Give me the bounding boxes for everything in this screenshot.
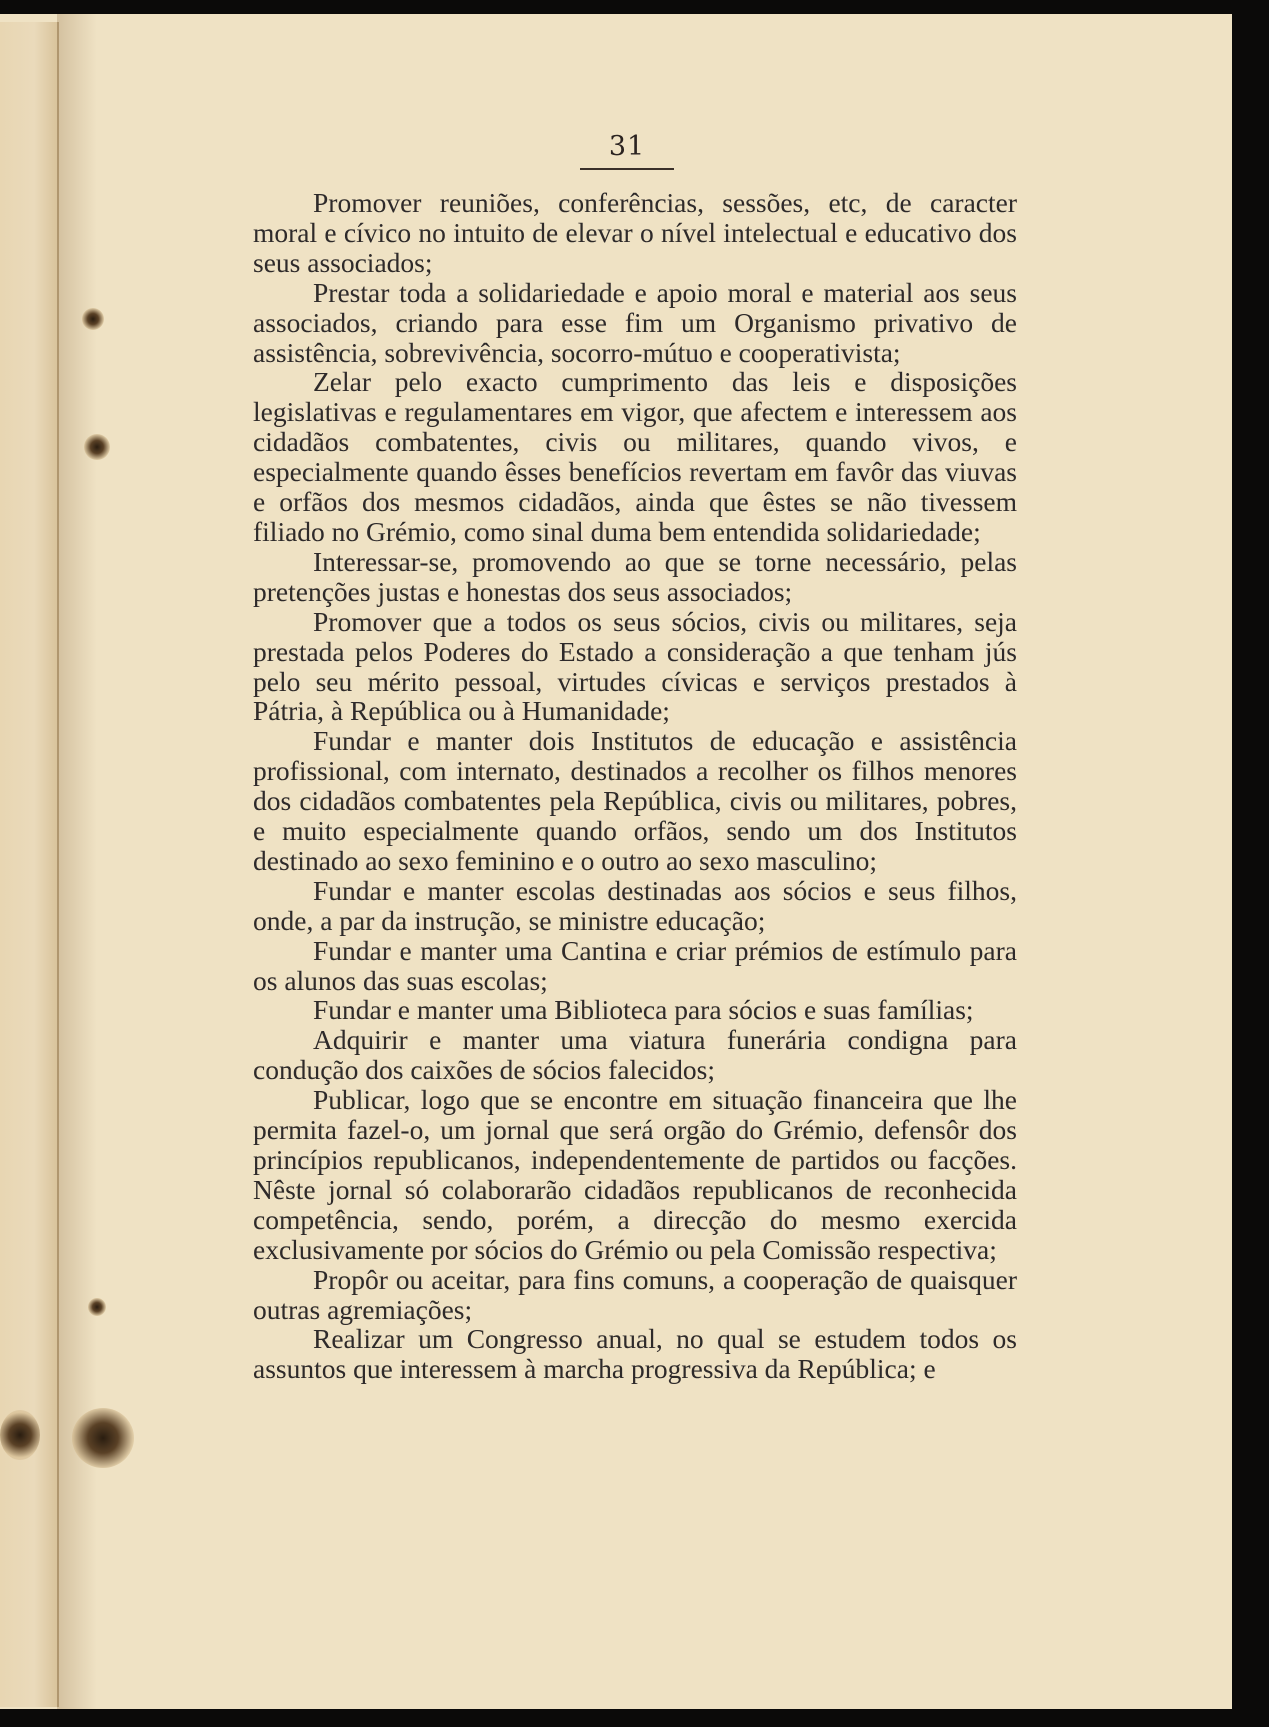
page-number: 31 — [608, 131, 646, 162]
paragraph: Zelar pelo exacto cumprimento das leis e disposições legislativas e regulamentares em vigor, que afectem e interessem aos cidadãos combatentes, civis ou militares, quando vivos, e especialmente quando êsses benefícios revertam em favôr das viuvas e orfãos dos mesmos cidadãos, ainda que êstes se não tivessem filiado no Grémio, como sinal duma bem entendida solidariedade; — [253, 366, 1017, 547]
paragraph: Fundar e manter uma Biblioteca para sócios e suas famílias; — [313, 994, 974, 1026]
page-number-rule — [580, 168, 674, 170]
binding-hole-3 — [88, 1298, 106, 1316]
paragraph: Propôr ou aceitar, para fins comuns, a cooperação de quaisquer outras agremiações; — [253, 1263, 1017, 1325]
paragraph: Prestar toda a solidariedade e apoio moral e material aos seus associados, criando para esse fim um Organismo privativo de assistência, sobrevivência, socorro-mútuo e cooperativista; — [253, 276, 1017, 368]
binding-hole-5 — [0, 1410, 40, 1460]
paragraph: Fundar e manter dois Institutos de educação e assistência profissional, com internato, destinados a recolher os filhos menores dos cidadãos combatentes pela República, civis ou militares, pobres, e muito especialmente quando orfãos, sendo um dos Institutos destinado ao sexo feminino e o outro ao sexo masculino; — [253, 725, 1017, 876]
paragraph: Publicar, logo que se encontre em situação financeira que lhe permita fazel-o, um jornal que será orgão do Grémio, defensôr dos princípios republicanos, independentemente de partidos ou facções. Nêste jornal só colaborarão cidadãos republicanos de reconhecida competência, sendo, porém, a direcção do mesmo exercida exclusivamente por sócios do Grémio ou pela Comissão respectiva; — [253, 1084, 1017, 1265]
binding-hole-2 — [84, 434, 110, 460]
paragraph: Adquirir e manter uma viatura funerária condigna para condução dos caixões de sócios falecidos; — [253, 1024, 1017, 1086]
paragraph: Fundar e manter uma Cantina e criar prémios de estímulo para os alunos das suas escolas; — [253, 934, 1017, 996]
binding-hole-4 — [72, 1408, 134, 1468]
paragraph: Realizar um Congresso anual, no qual se estudem todos os assuntos que interessem à marcha progressiva da República; e — [253, 1323, 1017, 1385]
binding-hole-1 — [82, 308, 104, 330]
paragraph: Fundar e manter escolas destinadas aos sócios e seus filhos, onde, a par da instrução, se ministre educação; — [253, 874, 1017, 936]
paragraph: Promover que a todos os seus sócios, civis ou militares, seja prestada pelos Poderes do Estado a consideração a que tenham jús pelo seu mérito pessoal, virtudes cívicas e serviços prestados à Pátria, à República ou à Humanidade; — [253, 605, 1017, 727]
paragraph: Interessar-se, promovendo ao que se torne necessário, pelas pretenções justas e honestas dos seus associados; — [253, 545, 1017, 607]
body-text — [253, 188, 1017, 1384]
paragraph: Promover reuniões, conferências, sessões, etc, de caracter moral e cívico no intuito de elevar o nível intelectual e educativo dos seus associados; — [253, 187, 1017, 278]
